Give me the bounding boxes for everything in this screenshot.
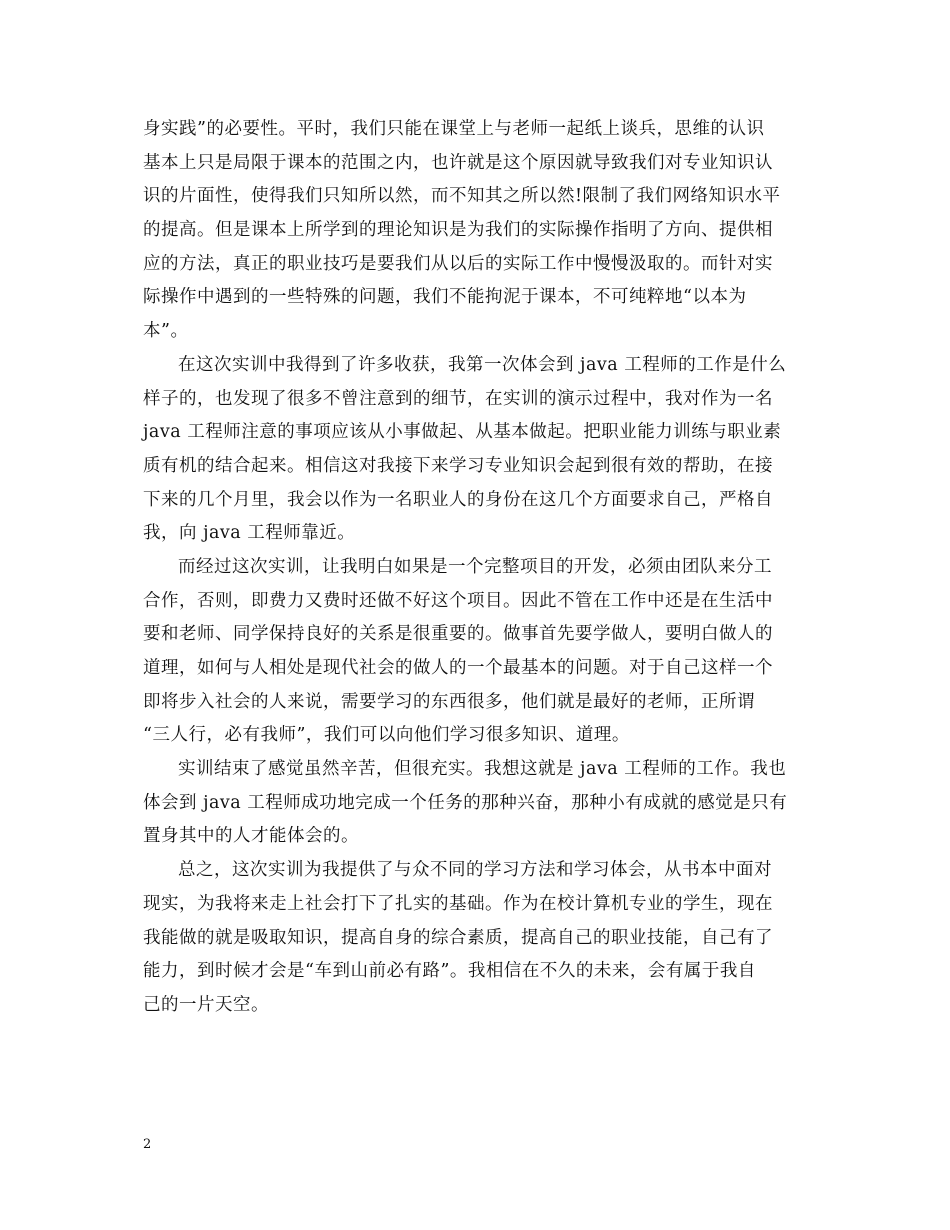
paragraph bbox=[143, 349, 803, 551]
text-line: 而经过这次实训，让我明白如果是一个完整项目的开发，必须由团队来分工 bbox=[178, 556, 772, 577]
text-line: 识的片面性，使得我们只知所以然，而不知其之所以然!限制了我们网络知识水平 bbox=[143, 186, 781, 207]
text-line: 在这次实训中我得到了许多收获，我第一次体会到 java 工程师的工作是什么 bbox=[178, 354, 787, 375]
text-line: 置身其中的人才能体会的。 bbox=[143, 826, 359, 847]
text-line: 能力，到时候才会是“车到山前必有路”。我相信在不久的未来，会有属于我自 bbox=[143, 961, 756, 982]
text-line: 身实践”的必要性。平时，我们只能在课堂上与老师一起纸上谈兵，思维的认识 bbox=[143, 119, 765, 139]
paragraph bbox=[143, 854, 803, 1022]
paragraph bbox=[143, 551, 803, 753]
text-line: 现实，为我将来走上社会打下了扎实的基础。作为在校计算机专业的学生，现在 bbox=[143, 893, 773, 914]
page-number: 2 bbox=[143, 1137, 152, 1152]
text-line: 要和老师、同学保持良好的关系是很重要的。做事首先要学做人，要明白做人的 bbox=[143, 624, 773, 645]
paragraph bbox=[143, 113, 803, 349]
text-line: 道理，如何与人相处是现代社会的做人的一个最基本的问题。对于自己这样一个 bbox=[143, 658, 773, 678]
text-line: 下来的几个月里，我会以作为一名职业人的身份在这几个方面要求自己，严格自 bbox=[143, 489, 773, 510]
text-line: 本”。 bbox=[143, 321, 189, 342]
text-line: 实训结束了感觉虽然辛苦，但很充实。我想这就是 java 工程师的工作。我也 bbox=[178, 759, 787, 780]
text-line: 体会到 java 工程师成功地完成一个任务的那种兴奋，那种小有成就的感觉是只有 bbox=[143, 792, 788, 813]
text-line: 我能做的就是吸取知识，提高自身的综合素质，提高自己的职业技能，自己有了 bbox=[143, 927, 773, 948]
text-line: 即将步入社会的人来说，需要学习的东西很多，他们就是最好的老师，正所谓 bbox=[143, 691, 755, 712]
text-line: 的提高。但是课本上所学到的理论知识是为我们的实际操作指明了方向、提供相 bbox=[143, 220, 773, 241]
text-line: 合作，否则，即费力又费时还做不好这个项目。因此不管在工作中还是在生活中 bbox=[143, 590, 773, 611]
document-body bbox=[143, 113, 803, 1023]
text-line: “三人行，必有我师”，我们可以向他们学习很多知识、道理。 bbox=[143, 725, 630, 746]
text-line: 己的一片天空。 bbox=[143, 994, 269, 1015]
text-line: 质有机的结合起来。相信这对我接下来学习专业知识会起到很有效的帮助，在接 bbox=[143, 455, 773, 476]
text-line: 总之，这次实训为我提供了与众不同的学习方法和学习体会，从书本中面对 bbox=[178, 860, 772, 881]
text-line: 基本上只是局限于课本的范围之内，也许就是这个原因就导致我们对专业知识认 bbox=[143, 152, 773, 173]
text-line: 我，向 java 工程师靠近。 bbox=[143, 523, 356, 544]
paragraph bbox=[143, 753, 803, 854]
text-line: 际操作中遇到的一些特殊的问题，我们不能拘泥于课本，不可纯粹地“以本为 bbox=[143, 287, 747, 308]
text-line: java 工程师注意的事项应该从小事做起、从基本做起。把职业能力训练与职业素 bbox=[143, 422, 782, 443]
text-line: 应的方法，真正的职业技巧是要我们从以后的实际工作中慢慢汲取的。而针对实 bbox=[143, 253, 773, 274]
text-line: 样子的，也发现了很多不曾注意到的细节，在实训的演示过程中，我对作为一名 bbox=[143, 388, 773, 409]
